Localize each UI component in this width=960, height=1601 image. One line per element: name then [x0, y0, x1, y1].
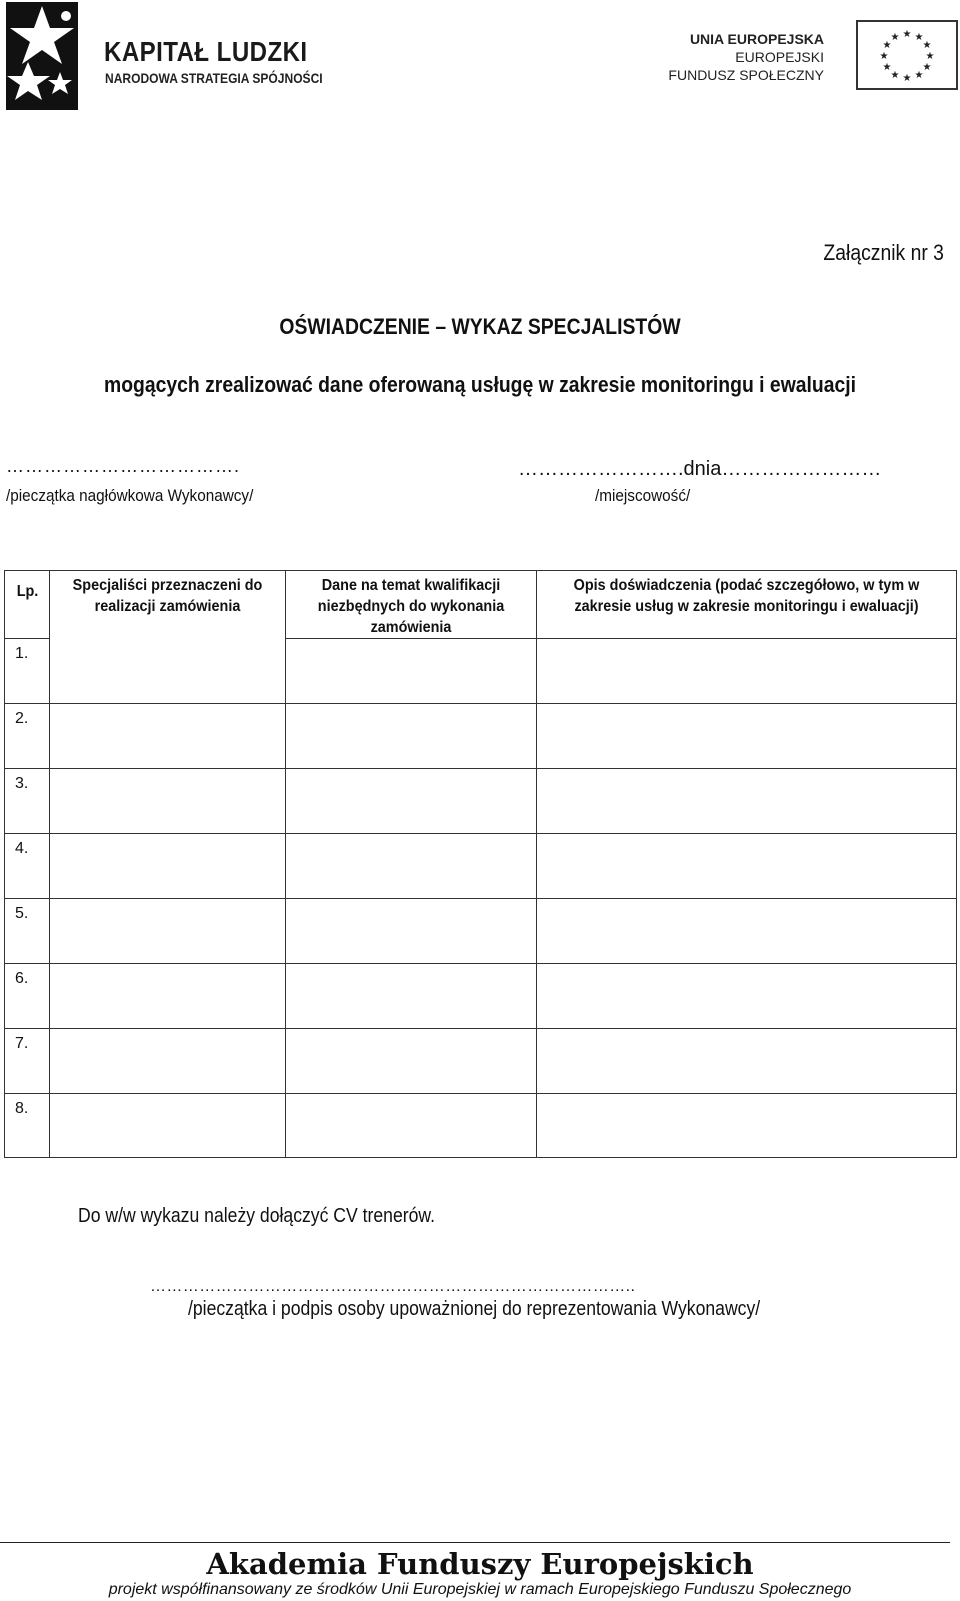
- signature-label: /pieczątka i podpis osoby upoważnionej do reprezentowania Wykonawcy/: [188, 1298, 761, 1320]
- svg-text:★: ★: [890, 70, 900, 81]
- svg-text:★: ★: [902, 73, 912, 84]
- row-number-label: 3.: [15, 775, 29, 792]
- svg-text:★: ★: [882, 62, 892, 73]
- table-row: [5, 704, 957, 769]
- svg-text:★: ★: [890, 32, 900, 43]
- qualifications-cell[interactable]: [286, 1029, 537, 1094]
- table-row: [5, 964, 957, 1029]
- footer-subtitle: projekt współfinansowany ze środków Unii Europejskiej w ramach Europejskiego Funduszu Społecznego: [108, 1581, 852, 1598]
- header-lp-label: Lp.: [16, 583, 39, 600]
- svg-text:★: ★: [882, 40, 892, 51]
- qualifications-cell[interactable]: [286, 964, 537, 1029]
- specialist-cell[interactable]: [50, 769, 286, 834]
- signature-field[interactable]: ……………………………………………………………………………..: [150, 1278, 636, 1295]
- svg-text:★: ★: [902, 29, 912, 40]
- svg-text:★: ★: [922, 40, 932, 51]
- row-number: [5, 1094, 50, 1158]
- row-number: [5, 964, 50, 1029]
- row-number-label: 6.: [15, 970, 29, 987]
- cv-note: Do w/w wykazu należy dołączyć CV trenerów.: [78, 1205, 436, 1227]
- eu-line-1: UNIA EUROPEJSKA: [689, 31, 824, 47]
- document-subtitle: mogących zrealizować dane oferowaną usługę w zakresie monitoringu i ewaluacji: [103, 372, 857, 397]
- qualifications-cell[interactable]: [286, 834, 537, 899]
- table-row: [5, 834, 957, 899]
- experience-cell[interactable]: [537, 964, 957, 1029]
- document-title: OŚWIADCZENIE – WYKAZ SPECJALISTÓW: [279, 314, 681, 339]
- table-header-row: [5, 571, 957, 639]
- svg-text:★: ★: [914, 32, 924, 43]
- row-number-label: 4.: [15, 840, 29, 857]
- qualifications-cell[interactable]: [286, 704, 537, 769]
- kapital-ludzki-name: KAPITAŁ LUDZKI: [104, 36, 308, 67]
- experience-cell[interactable]: [537, 769, 957, 834]
- header-experience: [537, 571, 957, 639]
- experience-cell[interactable]: [537, 639, 957, 704]
- qualifications-cell[interactable]: [286, 899, 537, 964]
- row-number: [5, 639, 50, 704]
- header-specialists: [50, 571, 286, 704]
- annex-label: Załącznik nr 3: [823, 240, 944, 265]
- experience-cell[interactable]: [537, 1029, 957, 1094]
- table-row: [5, 769, 957, 834]
- eu-line-2: EUROPEJSKI: [735, 49, 824, 65]
- specialist-cell[interactable]: [50, 704, 286, 769]
- header-lp: [5, 571, 50, 639]
- experience-cell[interactable]: [537, 704, 957, 769]
- row-number-label: 8.: [15, 1100, 29, 1117]
- specialist-cell[interactable]: [50, 834, 286, 899]
- place-date-field[interactable]: …………………….dnia……………………: [518, 458, 882, 480]
- row-number-label: 5.: [15, 905, 29, 922]
- svg-text:★: ★: [925, 51, 935, 62]
- table-row: [5, 1029, 957, 1094]
- kapital-ludzki-star-logo: [6, 2, 78, 110]
- table-row: [5, 899, 957, 964]
- contractor-stamp-field[interactable]: ……………………………….: [6, 456, 241, 476]
- row-number: [5, 834, 50, 899]
- place-label: /miejscowość/: [595, 486, 691, 505]
- row-number: [5, 769, 50, 834]
- row-number: [5, 899, 50, 964]
- row-number: [5, 704, 50, 769]
- specialist-cell[interactable]: [50, 964, 286, 1029]
- experience-cell[interactable]: [537, 1094, 957, 1158]
- specialist-cell[interactable]: [50, 899, 286, 964]
- header-experience-label: Opis doświadczenia (podać szczegółowo, w tym w zakresie usług w zakresie monitoringu i ewaluacji): [573, 577, 920, 615]
- qualifications-cell[interactable]: [286, 769, 537, 834]
- header-qualifications-label: Dane na temat kwalifikacji niezbędnych do wykonania zamówienia: [317, 577, 505, 636]
- contractor-stamp-label: /pieczątka nagłówkowa Wykonawcy/: [6, 486, 254, 505]
- svg-text:★: ★: [914, 70, 924, 81]
- row-number-label: 1.: [15, 645, 29, 662]
- eu-flag-icon: [856, 20, 958, 90]
- eu-line-3: FUNDUSZ SPOŁECZNY: [668, 67, 824, 83]
- row-number-label: 2.: [15, 710, 29, 727]
- svg-text:★: ★: [879, 51, 889, 62]
- qualifications-cell[interactable]: [286, 1094, 537, 1158]
- footer-title: Akademia Funduszy Europejskich: [206, 1547, 754, 1581]
- row-number: [5, 1029, 50, 1094]
- specialist-cell[interactable]: [50, 1029, 286, 1094]
- header-qualifications: [286, 571, 537, 639]
- footer-divider: [0, 1542, 950, 1543]
- experience-cell[interactable]: [537, 834, 957, 899]
- eu-logo-text: [668, 30, 824, 84]
- experience-cell[interactable]: [537, 899, 957, 964]
- table-row: [5, 1094, 957, 1158]
- qualifications-cell[interactable]: [286, 639, 537, 704]
- specialist-cell[interactable]: [50, 1094, 286, 1158]
- svg-text:★: ★: [922, 62, 932, 73]
- row-number-label: 7.: [15, 1035, 29, 1052]
- header-specialists-label: Specjaliści przeznaczeni do realizacji zamówienia: [72, 577, 263, 615]
- specialists-table: [4, 570, 957, 1158]
- kapital-ludzki-subtitle: NARODOWA STRATEGIA SPÓJNOŚCI: [105, 70, 323, 86]
